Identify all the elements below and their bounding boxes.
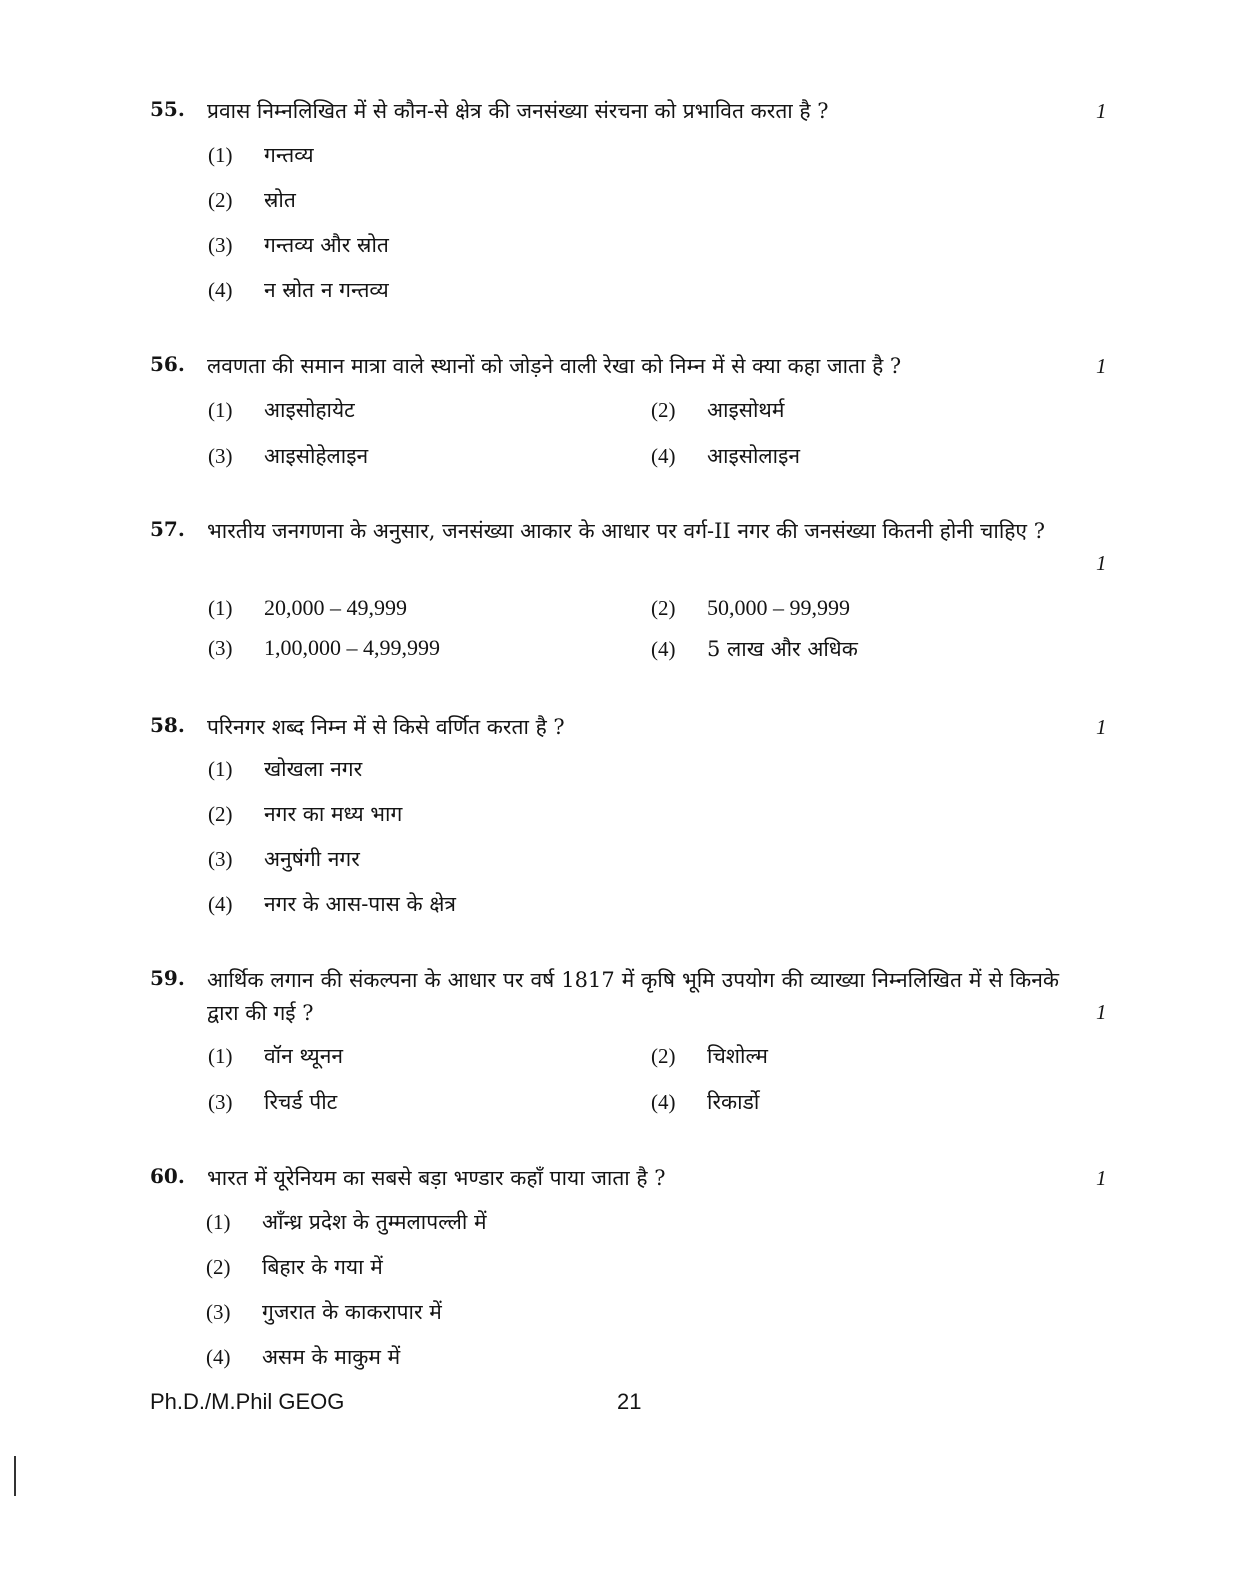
option-4: (4) न स्रोत न गन्तव्य — [208, 278, 389, 302]
option-3: (3) आइसोहेलाइन — [208, 444, 369, 468]
question-text: प्रवास निम्नलिखित में से कौन-से क्षेत्र की जनसंख्या संरचना को प्रभावित करता है ? — [207, 99, 829, 123]
option-3: (3) गुजरात के काकरापार में — [206, 1300, 442, 1324]
marks: 1 — [1096, 551, 1107, 575]
option-1: (1) 20,000 – 49,999 — [208, 595, 407, 620]
question-number: 59. — [150, 966, 185, 990]
question-text: भारत में यूरेनियम का सबसे बड़ा भण्डार कहाँ पाया जाता है ? — [207, 1166, 666, 1190]
question-number: 60. — [150, 1164, 185, 1188]
question-text: परिनगर शब्द निम्न में से किसे वर्णित करता है ? — [207, 715, 565, 739]
question-number: 57. — [150, 517, 185, 541]
option-2: (2) स्रोत — [208, 188, 296, 212]
option-4: (4) रिकार्डो — [651, 1090, 760, 1114]
option-2: (2) आइसोथर्म — [651, 398, 785, 422]
option-4: (4) असम के माकुम में — [206, 1345, 401, 1369]
footer-course-code: Ph.D./M.Phil GEOG — [150, 1389, 345, 1414]
scan-edge-mark — [14, 1456, 16, 1496]
marks: 1 — [1096, 1166, 1107, 1190]
option-4: (4) आइसोलाइन — [651, 444, 801, 468]
option-3: (3) अनुषंगी नगर — [208, 847, 360, 871]
marks: 1 — [1096, 354, 1107, 378]
question-text: लवणता की समान मात्रा वाले स्थानों को जोड़ने वाली रेखा को निम्न में से क्या कहा जाता है ? — [207, 354, 902, 378]
option-4: (4) नगर के आस-पास के क्षेत्र — [208, 892, 456, 916]
question-number: 58. — [150, 713, 185, 737]
question-text: आर्थिक लगान की संकल्पना के आधार पर वर्ष 1817 में कृषि भूमि उपयोग की व्याख्या निम्नलिखित में से किनके द्वारा की गई ? — [207, 968, 1059, 1025]
question-number: 55. — [150, 97, 185, 121]
option-1: (1) खोखला नगर — [208, 757, 363, 781]
page-number: 21 — [617, 1389, 642, 1414]
marks: 1 — [1096, 1000, 1107, 1024]
option-1: (1) आँन्ध्र प्रदेश के तुम्मलापल्ली में — [206, 1210, 487, 1234]
marks: 1 — [1096, 99, 1107, 123]
option-1: (1) गन्तव्य — [208, 143, 314, 167]
option-3: (3) रिचर्ड पीट — [208, 1090, 338, 1114]
option-2: (2) बिहार के गया में — [206, 1255, 383, 1279]
option-4: (4) 5 लाख और अधिक — [651, 637, 858, 661]
option-1: (1) वॉन थ्यूनन — [208, 1044, 344, 1068]
option-2: (2) नगर का मध्य भाग — [208, 802, 403, 826]
option-1: (1) आइसोहायेट — [208, 398, 355, 422]
option-3: (3) गन्तव्य और स्रोत — [208, 233, 389, 257]
question-text: भारतीय जनगणना के अनुसार, जनसंख्या आकार के आधार पर वर्ग-II नगर की जनसंख्या कितनी होनी चाहिए ? — [207, 519, 1045, 543]
marks: 1 — [1096, 715, 1107, 739]
option-3: (3) 1,00,000 – 4,99,999 — [208, 635, 440, 660]
option-2: (2) चिशोल्म — [651, 1044, 768, 1068]
option-2: (2) 50,000 – 99,999 — [651, 595, 850, 620]
question-number: 56. — [150, 352, 185, 376]
